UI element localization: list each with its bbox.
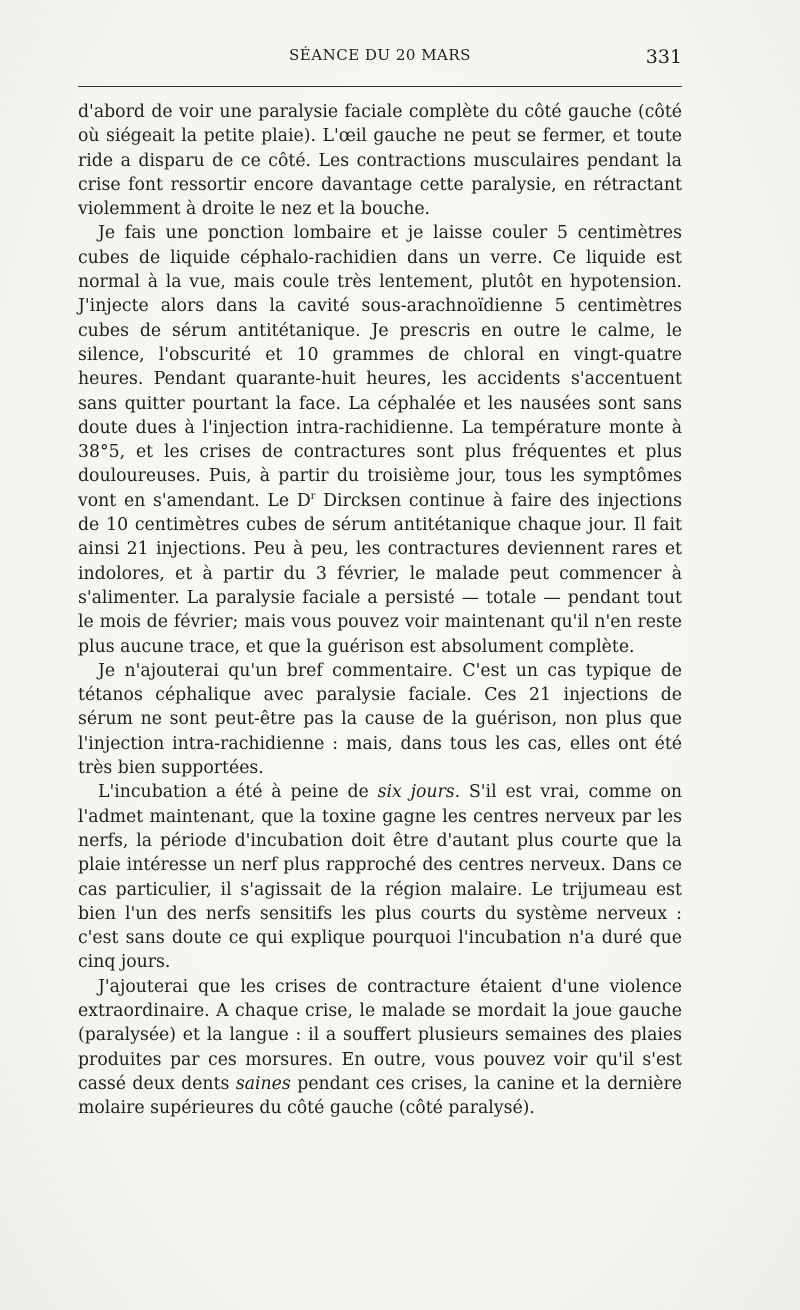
paragraph xyxy=(78,659,682,780)
text-segment: L'incubation a été à peine de xyxy=(98,782,378,803)
text-segment: Je n'ajouterai qu'un bref commentaire. C'est un cas typique de tétanos céphalique avec paralysie faciale. Ces 21 injections de sérum ne sont peut-être pas la cause de la guérison, non plus que l'injection intra-rachidienne : mais, dans tous les cas, elles ont été très bien supportées. xyxy=(78,660,682,779)
body-text xyxy=(78,100,682,1120)
text-segment: Dircksen continue à faire des injections de 10 centimètres cubes de sérum antitétanique chaque jour. Il fait ainsi 21 injections. Peu à peu, les contractures deviennent rares et indolores, et à partir du 3 février, le malade peut commencer à s'alimenter. La paralysie faciale a persisté — totale — pendant tout le mois de février; mais vous pouvez voir maintenant qu'il n'en reste plus aucune trace, et que la guérison est absolument complète. xyxy=(78,490,682,657)
paragraph xyxy=(78,100,682,221)
superscript: r xyxy=(310,490,316,502)
running-title: SÉANCE DU 20 MARS xyxy=(289,46,471,64)
header-rule xyxy=(78,86,682,87)
text-segment: pendant ces crises, la canine et la dernière molaire supérieures du côté gauche (côté paralysé). xyxy=(78,1073,682,1119)
italic-text: six jours xyxy=(377,782,455,803)
text-segment: J'ajouterai que les crises de contracture étaient d'une violence extraordinaire. A chaque crise, le malade se mordait la joue gauche (paralysée) et la langue : il a souffert plusieurs semaines des plaies produites par ces morsures. En outre, vous pouvez voir qu'il s'est cassé deux dents xyxy=(78,976,682,1094)
paragraph xyxy=(78,221,682,658)
page-number: 331 xyxy=(645,46,682,68)
running-header xyxy=(78,46,682,74)
text-segment: . S'il est vrai, comme on l'admet maintenant, que la toxine gagne les centres nerveux par les nerfs, la période d'incubation doit être d'autant plus courte que la plaie intéresse un nerf plus rapproché des centres nerveux. Dans ce cas particulier, il s'agissait de la région malaire. Le trijumeau est bien l'un des nerfs sensitifs les plus courts du système nerveux : c'est sans doute ce qui explique pourquoi l'incubation n'a duré que cinq jours. xyxy=(78,782,682,973)
text-segment: d'abord de voir une paralysie faciale complète du côté gauche (côté où siégeait la petite plaie). L'œil gauche ne peut se fermer, et toute ride a disparu de ce côté. Les contractions musculaires pendant la crise font ressortir encore davantage cette paralysie, en rétractant violemment à droite le nez et la bouche. xyxy=(78,102,682,220)
paragraph xyxy=(78,780,682,974)
italic-text: saines xyxy=(235,1073,291,1094)
text-segment: Je fais une ponction lombaire et je laisse couler 5 centimètres cubes de liquide céphalo-rachidien dans un verre. Ce liquide est normal à la vue, mais coule très lentement, plutôt en hypotension. J'injecte alors dans la cavité sous-arachnoïdienne 5 centimètres cubes de sérum antitétanique. Je prescris en outre le calme, le silence, l'obscurité et 10 grammes de chloral en vingt-quatre heures. Pendant quarante-huit heures, les accidents s'accentuent sans quitter pourtant la face. La céphalée et les nausées sont sans doute dues à l'injection intra-rachidienne. La température monte à 38°5, et les crises de contractures sont plus fréquentes et plus douloureuses. Puis, à partir du troisième jour, tous les symptômes vont en s'amendant. Le D xyxy=(78,223,682,511)
paragraph xyxy=(78,975,682,1121)
